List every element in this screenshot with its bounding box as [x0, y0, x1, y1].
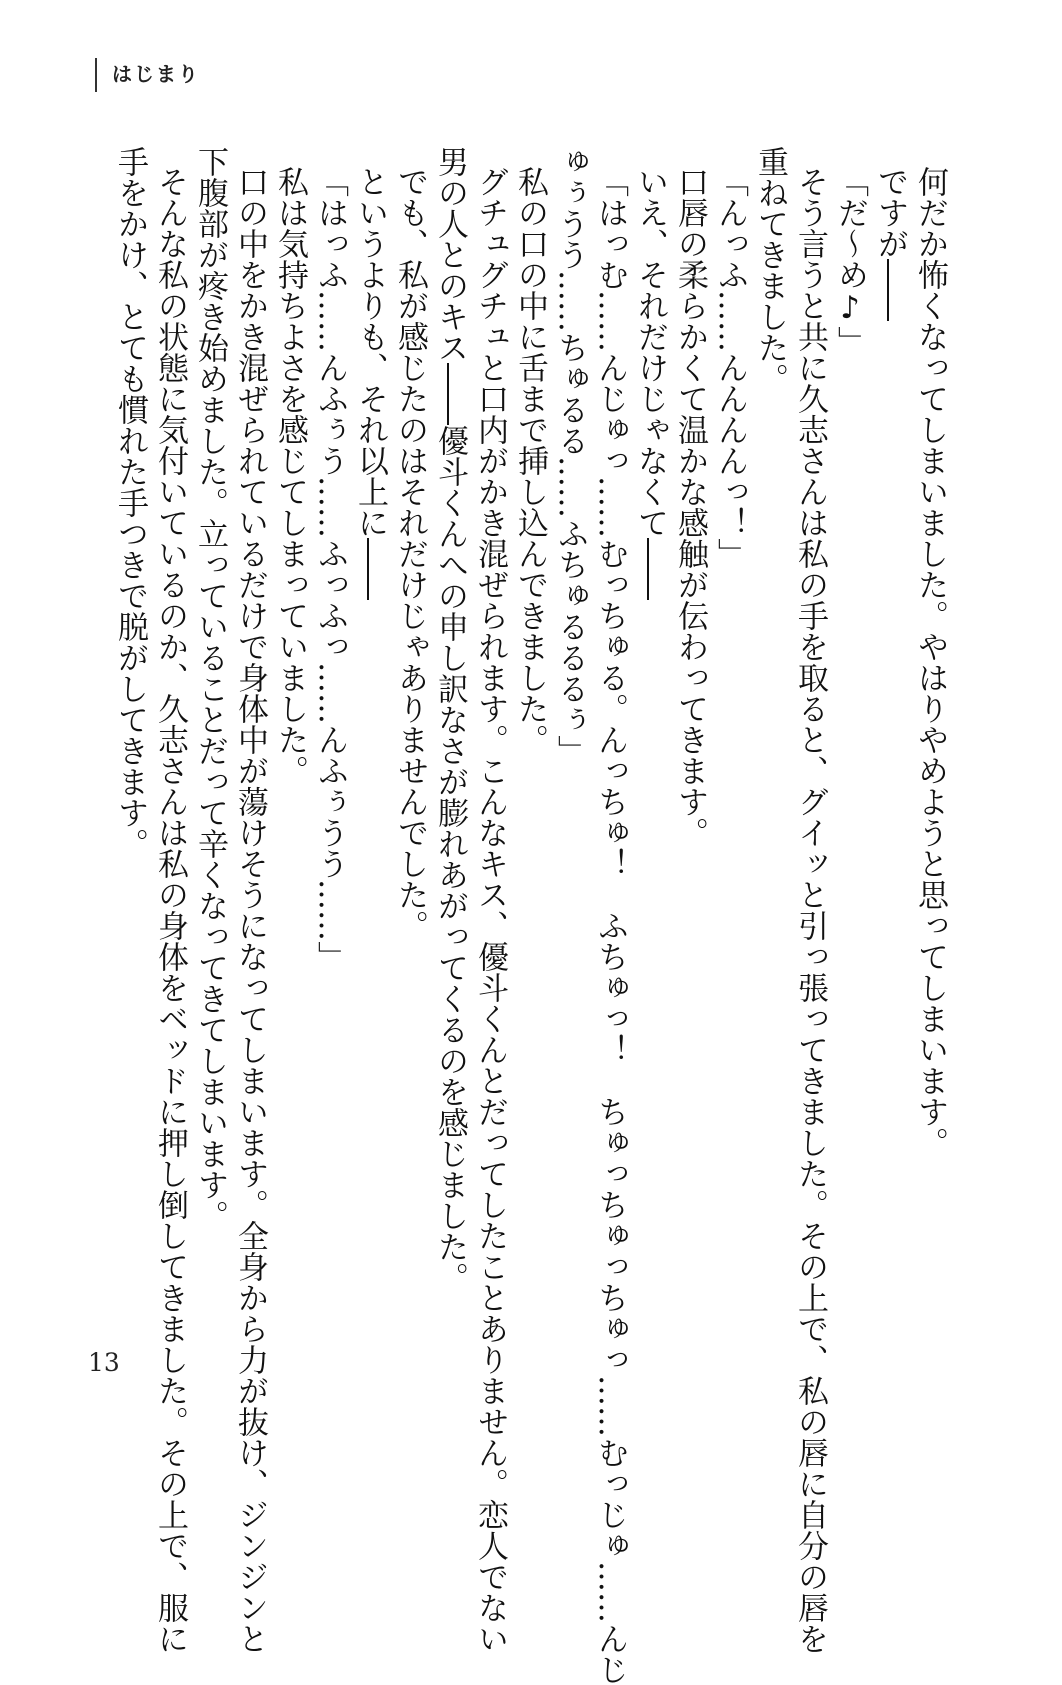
text-line: 下腹部が疼き始めました。立っていることだって辛くなってきてしまいます。	[192, 146, 228, 1231]
text-line: ゅぅうう……ちゅるる……ふちゅるるるぅ」	[552, 146, 588, 766]
header-rule	[95, 58, 97, 92]
text-line: でも、私が感じたのはそれだけじゃありませんでした。	[392, 166, 428, 941]
text-line: 「はっふ……んふぅう……ふっふっ……んふぅうう……」	[312, 166, 348, 972]
text-line: グチュグチュと口内がかき混ぜられます。こんなキス、優斗くんとだってしたことありません。恋人でない	[472, 166, 508, 1654]
text-line: 「はっむ……んじゅっ……むっちゅる。んっちゅ！ ふちゅっ！ ちゅっちゅっちゅっ……むっじゅ……んじ	[592, 166, 628, 1685]
text-line: ですが――	[872, 166, 908, 321]
text-line: 男の人とのキス――優斗くんへの申し訳なさが膨れあがってくるのを感じました。	[432, 146, 468, 1293]
text-line: 何だか怖くなってしまいました。やはりやめようと思ってしまいます。	[912, 166, 948, 1158]
text-line: 手をかけ、とても慣れた手つきで脱がしてきます。	[112, 146, 148, 859]
text-line: 口の中をかき混ぜられているだけで身体中が蕩けそうになってしまいます。全身から力が抜け、ジンジンと	[232, 166, 268, 1654]
running-head: はじまり	[112, 62, 200, 86]
text-line: 「んっふ……んんんんっ！」	[712, 166, 748, 569]
text-line: いえ、それだけじゃなくて――	[632, 166, 668, 600]
text-line: そう言うと共に久志さんは私の手を取ると、グイッと引っ張ってきました。その上で、私の唇に自分の唇を	[792, 166, 828, 1654]
text-line: 私の口の中に舌まで挿し込んできました。	[512, 166, 548, 755]
text-line: そんな私の状態に気付いているのか、久志さんは私の身体をベッドに押し倒してきました。その上で、服に	[152, 166, 188, 1654]
body-text	[100, 146, 950, 1685]
page-number: 13	[88, 1348, 120, 1377]
text-line: 口唇の柔らかくて温かな感触が伝わってきます。	[672, 166, 708, 848]
text-line: 私は気持ちよさを感じてしまっていました。	[272, 166, 308, 786]
text-line: 「だ～め♪」	[832, 166, 868, 357]
text-line: 重ねてきました。	[752, 146, 788, 394]
text-line: というよりも、それ以上に――	[352, 166, 388, 600]
